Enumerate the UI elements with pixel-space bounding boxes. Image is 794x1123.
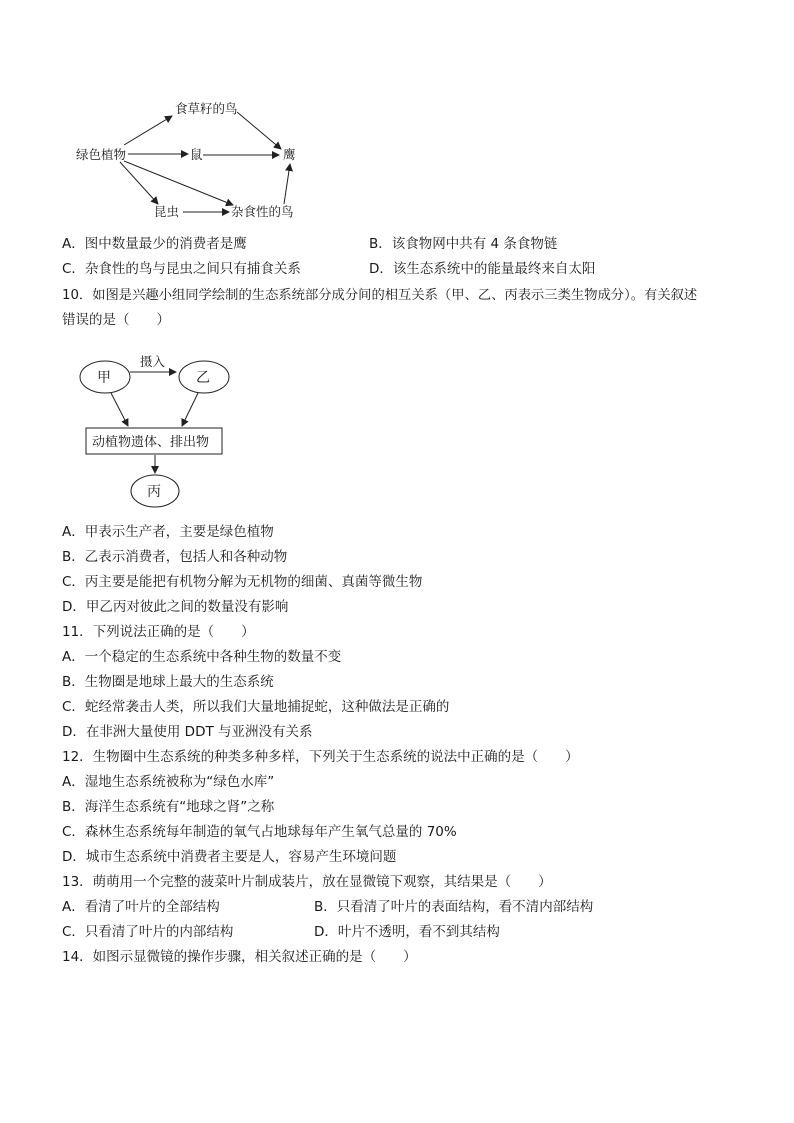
q13-stem: 13．萌萌用一个完整的菠菜叶片制成装片，放在显微镜下观察，其结果是（ ）	[62, 874, 552, 890]
q10-option-b: B．乙表示消费者，包括人和各种动物	[62, 549, 288, 565]
arrow-omnibird-hawk	[284, 164, 290, 204]
node-seed-bird: 食草籽的鸟	[175, 101, 238, 116]
q12-stem: 12．生物圈中生态系统的种类多种多样，下列关于生态系统的说法中正确的是（ ）	[62, 749, 579, 765]
node-plants: 绿色植物	[76, 147, 127, 162]
node-hawk: 鹰	[283, 147, 296, 162]
q14-stem: 14．如图示显微镜的操作步骤，相关叙述正确的是（ ）	[62, 949, 417, 965]
label-yi: 乙	[196, 370, 210, 386]
arrow-plants-seedbird	[124, 116, 172, 145]
q13-option-d: D．叶片不透明，看不到其结构	[314, 924, 500, 940]
node-insect: 昆虫	[154, 204, 180, 219]
arrow-jia-remains	[111, 393, 128, 426]
q9-option-b: B．该食物网中共有 4 条食物链	[369, 236, 558, 252]
ecosystem-diagram	[0, 345, 794, 515]
q10-stem-line1: 10．如图是兴趣小组同学绘制的生态系统部分成分间的相互关系（甲、乙、丙表示三类生物成分）。有关叙述	[62, 288, 698, 303]
q10-option-d: D．甲乙丙对彼此之间的数量没有影响	[62, 599, 289, 615]
q11-option-b: B．生物圈是地球上最大的生态系统	[62, 674, 274, 690]
q11-option-a: A．一个稳定的生态系统中各种生物的数量不变	[62, 649, 342, 665]
q9-option-d: D．该生态系统中的能量最终来自太阳	[369, 261, 596, 277]
label-remains: 动植物遗体、排出物	[92, 435, 210, 450]
food-web-diagram	[0, 0, 794, 230]
q10-option-a: A．甲表示生产者，主要是绿色植物	[62, 524, 274, 540]
arrow-plants-omnibird	[124, 161, 233, 205]
node-mouse: 鼠	[190, 147, 203, 162]
q13-option-b: B．只看清了叶片的表面结构，看不清内部结构	[314, 899, 594, 915]
q9-option-c: C．杂食性的鸟与昆虫之间只有捕食关系	[62, 261, 301, 277]
label-intake: 摄入	[140, 354, 166, 369]
label-jia: 甲	[97, 370, 111, 386]
arrow-yi-remains	[182, 393, 198, 426]
q12-option-b: B．海洋生态系统有“地球之肾”之称	[62, 799, 275, 815]
arrow-seedbird-hawk	[237, 112, 281, 149]
q12-option-c: C．森林生态系统每年制造的氧气占地球每年产生氧气总量的 70%	[62, 824, 457, 840]
node-omni-bird: 杂食性的鸟	[231, 204, 294, 219]
q12-option-a: A．湿地生态系统被称为“绿色水库”	[62, 774, 275, 790]
q11-stem: 11．下列说法正确的是（ ）	[62, 624, 255, 640]
q11-option-d: D．在非洲大量使用 DDT 与亚洲没有关系	[62, 724, 313, 740]
q10-stem-line2: 错误的是（ ）	[62, 312, 170, 328]
q12-option-d: D．城市生态系统中消费者主要是人，容易产生环境问题	[62, 849, 397, 865]
q13-option-c: C．只看清了叶片的内部结构	[62, 924, 234, 940]
q10-option-c: C．丙主要是能把有机物分解为无机物的细菌、真菌等微生物	[62, 574, 423, 590]
arrow-plants-insect	[120, 162, 158, 204]
q13-option-a: A．看清了叶片的全部结构	[62, 899, 220, 915]
q11-option-c: C．蛇经常袭击人类，所以我们大量地捕捉蛇，这种做法是正确的	[62, 699, 450, 715]
label-bing: 丙	[147, 484, 161, 500]
q9-option-a: A．图中数量最少的消费者是鹰	[62, 236, 247, 252]
